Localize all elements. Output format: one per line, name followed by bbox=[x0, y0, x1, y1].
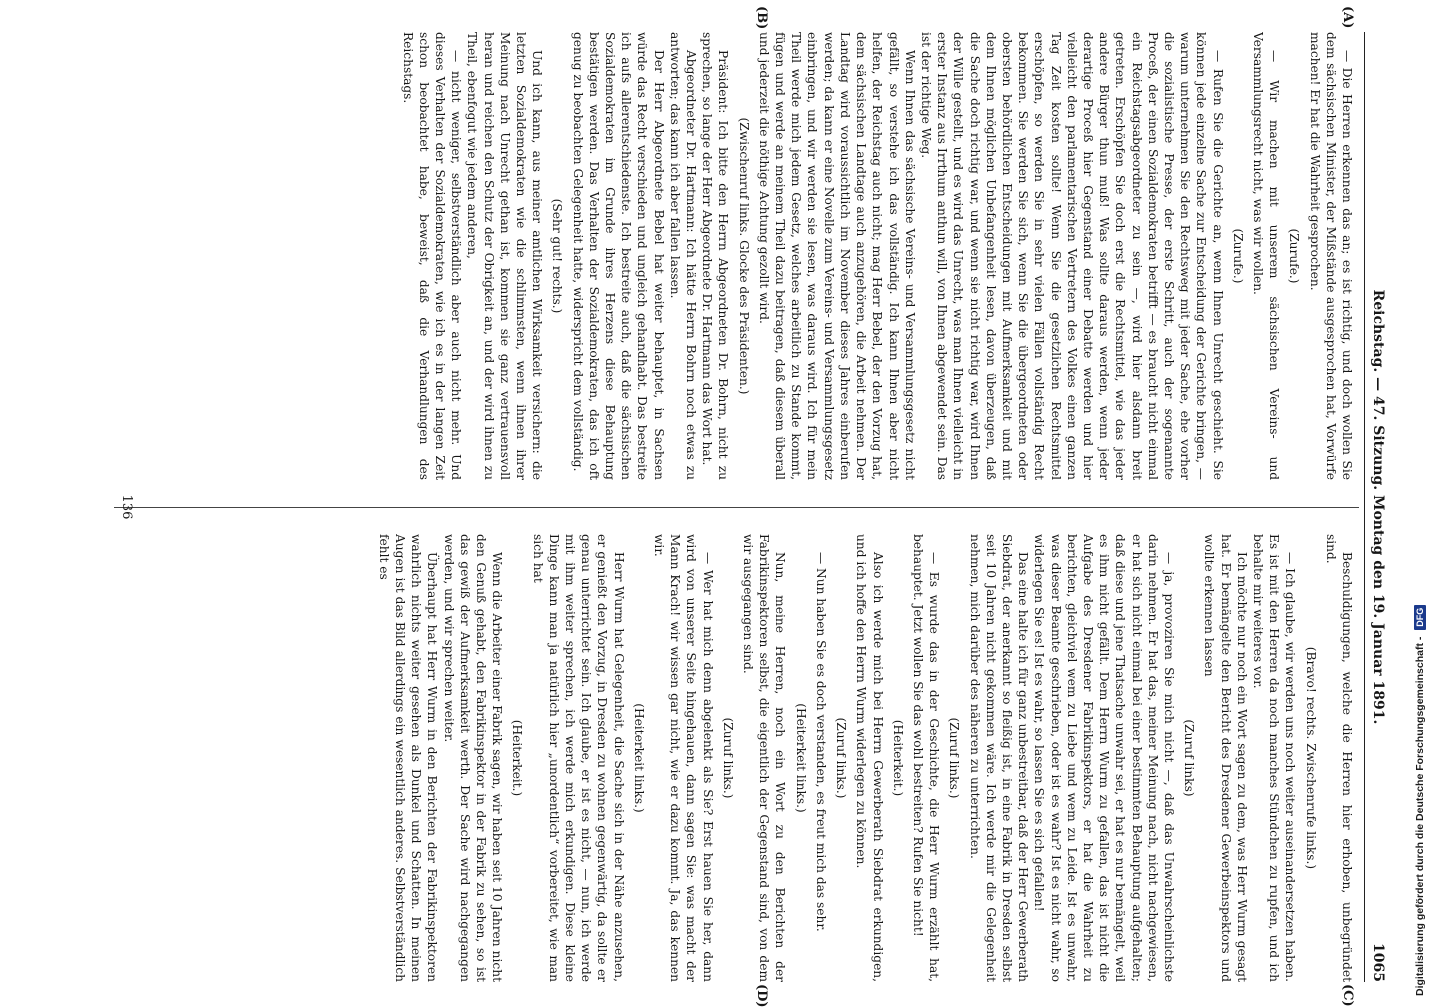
interjection: (Bravo! rechts. Zwischenrufe links.) bbox=[1303, 646, 1318, 870]
interjection: (Sehr gut! rechts.) bbox=[550, 198, 565, 314]
paragraph: — Es wurde das in der Geschichte, die Herr Wurm erzählt hat, behauptet. Jetzt wollen Sie das wohl bestreiten? Rufen Sie nicht! bbox=[910, 534, 942, 982]
interjection: (Zwischenruf links. Glocke des Präsidenten.) bbox=[736, 117, 751, 395]
margin-mark-c: (C) bbox=[1340, 984, 1355, 1007]
interjection: (Zurufe.) bbox=[1287, 228, 1302, 284]
paragraph: — Ich glaube, wir werden uns noch weiter auseinandersetzen haben. Es ist mit den Herren da noch manches Stündchen zu rupfen, und ich behalte mir weiteres vor. bbox=[1250, 534, 1298, 982]
margin-mark-b: (B) bbox=[754, 6, 769, 30]
paragraph: Und ich kann, aus meiner amtlichen Wirksamkeit versichern: die letzten Sozialdemokraten wie die schlimmsten, wenn ihnen ihrer Meinung nach Unrecht gethan ist, kommen sie ganz vertrauensvoll heran und reichen den Schutz der Obrigkeit an, und der wird ihnen zu Theil, ebenfogut wie jedem anderen, bbox=[465, 32, 545, 480]
digitization-note bbox=[1412, 0, 1428, 996]
column-divider bbox=[114, 507, 1359, 508]
paragraph: Nun, meine Herren, noch ein Wort zu den Berichten der Fabrikinspektoren selbst, die eigentlich der Gegenstand sind, von dem wir ausgegangen sind. bbox=[741, 534, 788, 982]
paragraph: — nicht weniger, selbstverständlich aber auch nicht mehr. Und dieses Verhalten der Sozialdemokraten, wie ich es in der langen Zeit schon beobachtet habe, beweist, daß die Verhandlungen des Reichstags. bbox=[400, 32, 464, 480]
interjection: (Heiterkeit.) bbox=[890, 719, 905, 797]
rotated-document-page bbox=[99, 6, 1389, 1008]
paragraph: — Wer hat mich denn abgelenkt als Sie? Erst hauen Sie her, dann wird von unserer Seite hingehauen, dann sagen Sie: was macht der Mann Krach! wir wissen gar nicht, wie er dazu kommt. Ja, das kennen wir. bbox=[652, 534, 715, 982]
interjection: (Heiterkeit.) bbox=[510, 719, 525, 797]
paragraph: — Nun haben Sie es doch verstanden, es freut mich das sehr. bbox=[813, 552, 828, 932]
sheet-signature: 136 bbox=[119, 494, 134, 520]
interjection: (Zuruf links) bbox=[1182, 719, 1197, 797]
digitization-text: Digitalisierung gefördert durch die Deutsche Forschungsgemeinschaft - bbox=[1414, 636, 1426, 996]
paragraph: — Rufen Sie die Gerichte an, wenn Ihnen Unrecht geschieht. Sie können jede einzelne Sache zur Entscheidung der Gerichte bringen, — warum unternehmen Sie den Rechtsweg mit jeder Sache, ehe vorher die sozialistische Presse, der erste Schritt, auch der sogenannte Proceß, der einen Sozialdemokraten betrifft — es braucht nicht einmal ein Reichstagsabgeordneter zu sein —, wird hier alsdann breit getreten. Erschöpfen Sie doch erst die Rechtsmittel, wie das jeder andere Bürger thun muß! Was sollte daraus werden, wenn jeder derartige Proceß hier Gegenstand einer Debatte werden und hier vielleicht den parlamentarischen Vertretern des Volkes einen ganzen Tag Zeit kosten sollte! Wenn Sie die gesetzlichen Rechtsmittel erschöpfen, so werden Sie in sehr vielen Fällen vollständig Recht bekommen. Sie werden Sie sich, wenn Sie die übergeordneten oder obersten behördlichen Entscheidungen mit Aufmerksamkeit und mit dem Ihnen möglichen Unbefangenheit lesen, davon überzeugen, daß die Sache doch richtig war, und wenn sie nicht richtig war, wird Ihnen der Wille gestellt, und es wird das Unrecht, was man Ihnen vielleicht in erster Instanz aus Irrthum anthun will, von Ihnen abgewendet sein. Das ist der richtige Weg. bbox=[918, 32, 1225, 480]
paragraph: Überhaupt hat Herr Wurm in den Berichten der Fabrikinspektoren wahrlich nichts weiter gesehen als Dunkel und Schatten. In meinen Augen ist das Bild allerdings ein wesentlich anderes. Selbstverständlich fehlt es bbox=[376, 534, 440, 982]
paragraph: Abgeordneter Dr. Hartmann: Ich hätte Herrn Bohrn noch etwas zu antworten; das kann ich aber fallen lassen. bbox=[667, 32, 699, 480]
paragraph: Herr Wurm hat Gelegenheit, die Sache sich in der Nähe anzusehen, er genießt den Vorzug, in Dresden zu wohnen gegenwärtig, da sollte er genau unterrichtet sein. Ich glaube, er ist es nicht, — nun, ich werde mit ihm weiter sprechen, ich werde mich erkundigen. Diese kleine Dinge kann man ja natürlich hier „unordentlich“ vorbereitet, wie man sich hat bbox=[530, 534, 626, 982]
paragraph: — Die Herren erkennen das an; es ist richtig, und doch wollen Sie dem sächsischen Minister, der Mißstände ausgesprochen hat, Vorwürfe machen! Er hat die Wahrheit gesprochen. bbox=[1307, 32, 1354, 480]
page-number: 1065 bbox=[1370, 943, 1386, 982]
interjection: (Zuruf links.) bbox=[834, 717, 849, 799]
paragraph: Der Herr Abgeordnete Bebel hat weiter behauptet, in Sachsen würde das Recht verschieden und ungleich gehandhabt. Das bestreite ich aufs allerentschiedenste. Ich bestreite auch, daß die sächsischen Sozialdemokraten im Grunde ihres Herzens diese Behauptung bestätigen werden. Das Verhalten der Sozialdemokraten, das ich oft genug zu beobachten Gelegenheit hatte, widerspricht dem vollständig. bbox=[570, 32, 666, 480]
paragraph: Ich möchte nur noch ein Wort sagen zu dem, was Herr Wurm gesagt hat. Er bemängelte den Bericht des Dresdener Gewerbeinspektors und wollte erkennen lassen bbox=[1202, 534, 1249, 982]
dfg-logo-icon: DFG bbox=[1414, 605, 1426, 630]
paragraph: Präsident: Ich bitte den Herrn Abgeordneten Dr. Bohrn, nicht zu sprechen, so lange der Herr Abgeordnete Dr. Hartmann das Wort hat. bbox=[700, 32, 731, 480]
interjection: (Heiterkeit links.) bbox=[631, 703, 646, 813]
paragraph: — ja, provoziren Sie mich nicht —, daß das Unwahrscheinlichste darin nehmen. Er hat das, meiner Meinung nach, nicht nachgewiesen, er hat sich nicht einmal bei einer bestimmten Behauptung aufgehalten; daß diese und jene Thatsache unwahr sei, er hat es nur bemängelt, weil es ihm nicht gefällt. Dem Herrn Wurm zu gefallen, das ist nicht die Aufgabe des Dresdener Fabrikinspektors, er hat die Wahrheit zu berichten, gleichviel wem zu Liebe und wem zu Leide. Ist es unwahr, was dieser Beamte geschrieben, oder ist es wahr? Ist es nicht wahr, so widerlegen Sie es! Ist es wahr, so lassen Sie es sich gefallen! bbox=[1032, 534, 1176, 982]
interjection: (Zuruf links.) bbox=[947, 717, 962, 799]
running-title: Reichstag. — 47. Sitzung. Montag den 19. Januar 1891. bbox=[1370, 289, 1386, 725]
paragraph: — Wir machen mit unserem sächsischen Vereins- und Versammlungsrecht nicht, was wir wollen. bbox=[1250, 32, 1282, 480]
paragraph: Das eine halte ich für ganz unbestreitbar, daß der Herr Gewerberath Siebdrat, der anerkannt so fleißig ist, in eine Fabrik in Dresden selbst seit 10 Jahren nicht gekommen wäre. Ich werde mir die Gelegenheit nehmen, mich darüber des näheren zu unterrichten. bbox=[967, 534, 1031, 982]
paragraph: Also ich werde mich bei Herrn Gewerberath Siebdrat erkundigen, und ich hoffe den Herrn Wurm widerlegen zu können. bbox=[854, 534, 885, 982]
running-head bbox=[1364, 32, 1389, 982]
paragraph: Wenn Ihnen das sächsische Vereins- und Versammlungsgesetz nicht gefällt, so verstehe ich das vollständig. Ich kann Ihnen aber nicht helfen, der Reichstag auch nicht; mag Herr Bebel, der den Vorzug hat, dem sächsischen Landtage auch anzugehören, die Arbeit nehmen. Der Landtag wird voraussichtlich im November dieses Jahres einberufen werden; da kann er eine Novelle zum Vereins- und Versammlungsgesetz einbringen, und wir werden sie lesen, was daraus wird. Ich für mein Theil werde mich jedem Gesetz, welches arbeitlich zu Stande kommt, fügen und werde an meinem Theil dazu beitragen, daß diesem überall und jederzeit die nöthige Achtung gezollt wird. bbox=[756, 32, 917, 480]
paragraph: Wenn die Arbeiter einer Fabrik sagen, wir haben seit 10 Jahren nicht den Genuß gehabt, den Fabrikinspektor in der Fabrik zu sehen, so ist das gewiß der Aufmerksamkeit werth. Der Sache wird nachgegangen werden, und wir sprechen weiter. bbox=[441, 534, 505, 982]
interjection: (Heiterkeit links.) bbox=[793, 703, 808, 813]
left-text-column bbox=[110, 32, 1355, 480]
right-text-column bbox=[110, 534, 1355, 982]
paragraph: Beschuldigungen, welche die Herren hier erhoben, unbegründet sind. bbox=[1323, 534, 1354, 982]
interjection: (Zuruf links.) bbox=[720, 717, 735, 799]
interjection: (Zurufe.) bbox=[1230, 228, 1245, 284]
margin-mark-a: (A) bbox=[1340, 6, 1355, 29]
margin-mark-d: (D) bbox=[754, 984, 769, 1008]
